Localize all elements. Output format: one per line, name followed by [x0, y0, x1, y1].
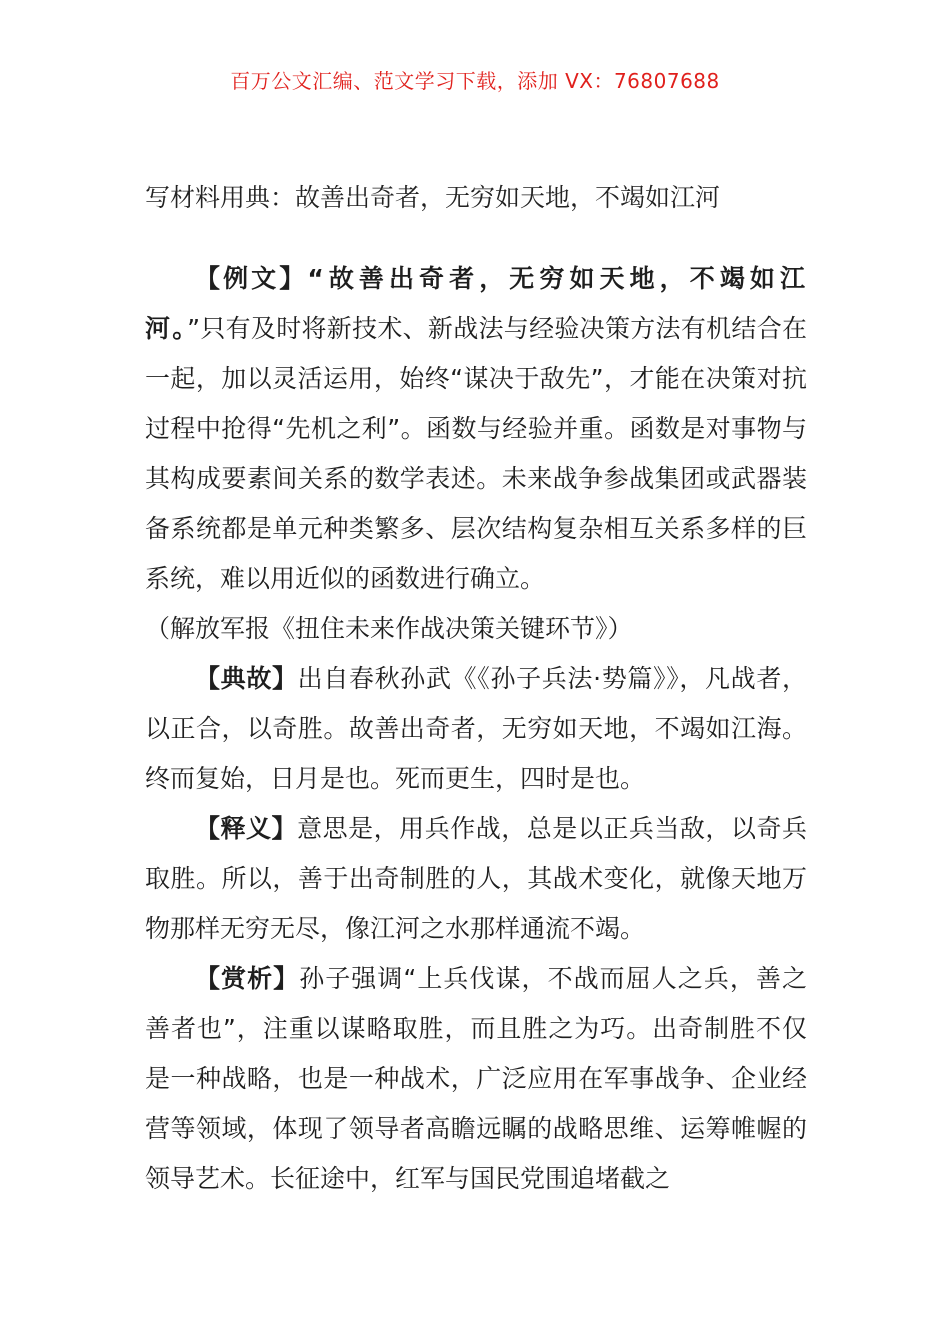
- analysis-paragraph: [145, 954, 807, 1204]
- meaning-body: 意思是，用兵作战，总是以正兵当敌，以奇兵取胜。所以，善于出奇制胜的人，其战术变化，就像天地万物那样无穷无尽，像江河之水那样通流不竭。: [145, 814, 807, 943]
- meaning-tag: 【释义】: [195, 814, 298, 843]
- allusion-body: 出自春秋孙武《《孙子兵法·势篇》》，凡战者，以正合，以奇胜。故善出奇者，无穷如天地，不竭如江海。终而复始，日月是也。死而更生，四时是也。: [145, 664, 807, 793]
- document-title: 写材料用典：故善出奇者，无穷如天地，不竭如江河: [145, 183, 721, 212]
- allusion-tag: 【典故】: [195, 664, 298, 693]
- analysis-body: 孙子强调“上兵伐谋，不战而屈人之兵，善之善者也”，注重以谋略取胜，而且胜之为巧。出奇制胜不仅是一种战略，也是一种战术，广泛应用在军事战争、企业经营等领域，体现了领导者高瞻远瞩的战略思维、运筹帷幄的领导艺术。长征途中，红军与国民党围追堵截之: [145, 964, 807, 1193]
- allusion-paragraph: [145, 654, 807, 804]
- analysis-tag: 【赏析】: [195, 964, 300, 993]
- example-body: ”只有及时将新技术、新战法与经验决策方法有机结合在一起，加以灵活运用，始终“谋决于敌先”，才能在决策对抗过程中抢得“先机之利”。函数与经验并重。函数是对事物与其构成要素间关系的数学表述。未来战争参战集团或武器装备系统都是单元种类繁多、层次结构复杂相互关系多样的巨系统，难以用近似的函数进行确立。: [145, 314, 807, 593]
- watermark-header: 百万公文汇编、范文学习下载，添加 VX：76807688: [230, 69, 720, 93]
- meaning-paragraph: [145, 804, 807, 954]
- example-quote: “故善出奇者，无穷如天地，不竭如江河。: [145, 264, 807, 343]
- example-paragraph: [145, 254, 807, 604]
- example-tag: 【例文】: [195, 264, 308, 293]
- document-body: [145, 254, 807, 1204]
- example-source: （解放军报《扭住未来作战决策关键环节》）: [145, 614, 633, 643]
